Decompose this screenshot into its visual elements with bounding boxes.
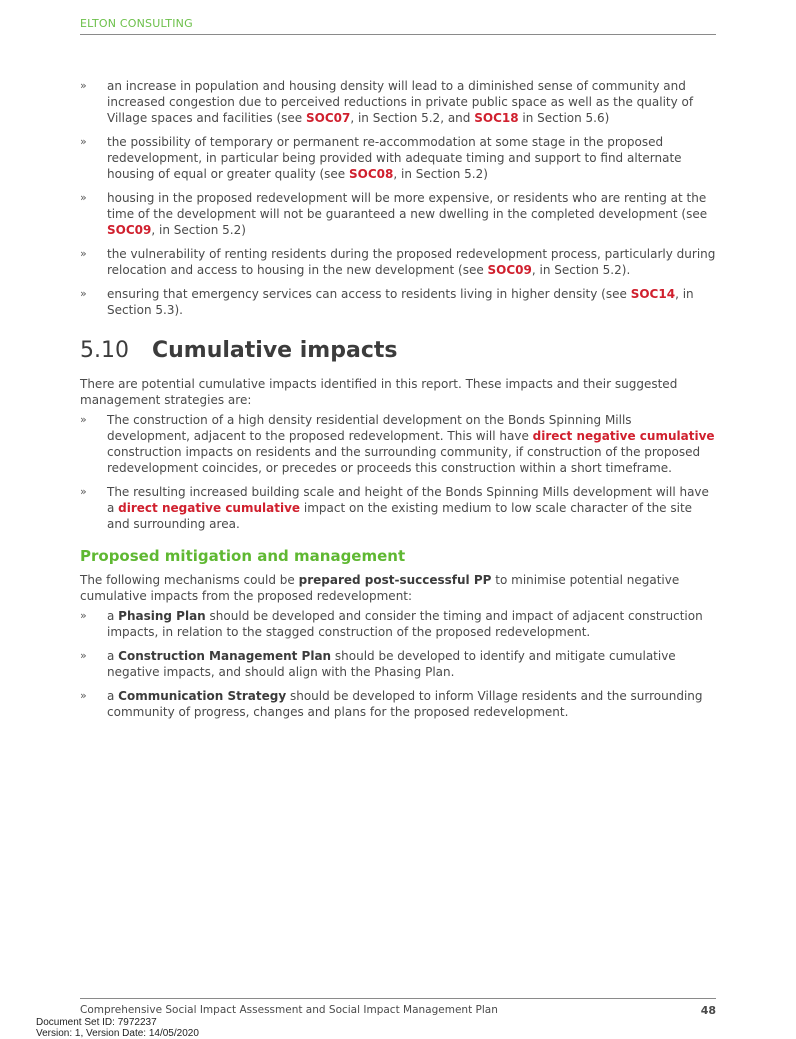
section-title: Cumulative impacts [152, 338, 398, 363]
company-name: ELTON CONSULTING [80, 17, 193, 30]
text-run: , in Section 5.3). [107, 287, 694, 317]
bold-term: prepared post-successful PP [298, 573, 492, 587]
list-item [80, 246, 716, 278]
cumulative-bullet-list [80, 412, 716, 532]
bullet-chevron-icon: » [80, 609, 87, 622]
bullet-chevron-icon: » [80, 413, 87, 426]
text-run: should be developed to inform Village residents and the surrounding community of progress, changes and plans for the proposed redevelopment. [107, 689, 703, 719]
text-run: ensuring that emergency services can access to residents living in higher density (see [107, 287, 631, 301]
page-content [80, 78, 716, 728]
bullet-chevron-icon: » [80, 485, 87, 498]
section-number: 5.10 [80, 338, 129, 363]
text-run: impact on the existing medium to low scale character of the site and surrounding area. [107, 501, 693, 531]
mitigation-heading: Proposed mitigation and management [80, 547, 406, 565]
text-run: The following mechanisms could be [80, 573, 299, 587]
document-set-id: Document Set ID: 7972237 [36, 1017, 157, 1028]
text-run: a [107, 649, 119, 663]
section-heading [80, 338, 716, 364]
impact-bullet-list [80, 78, 716, 318]
list-item [80, 484, 716, 532]
bullet-chevron-icon: » [80, 287, 87, 300]
mitigation-intro [80, 572, 716, 604]
reference-highlight: SOC09 [487, 263, 532, 277]
text-run: the vulnerability of renting residents during the proposed redevelopment process, particularly during relocation and access to housing in the new development (see [107, 247, 716, 277]
text-run: , in Section 5.2). [531, 263, 631, 277]
reference-highlight: direct negative cumulative [532, 429, 715, 443]
bullet-chevron-icon: » [80, 79, 87, 92]
reference-highlight: SOC07 [305, 111, 351, 125]
page-number: 48 [700, 1004, 716, 1017]
bullet-chevron-icon: » [80, 247, 87, 260]
bold-term: Communication Strategy [118, 689, 287, 703]
reference-highlight: SOC18 [474, 111, 519, 125]
reference-highlight: SOC14 [630, 287, 676, 301]
text-run: should be developed and consider the timing and impact of adjacent construction impacts, in relation to the stagged construction of the proposed redevelopment. [107, 609, 703, 639]
text-run: The resulting increased building scale and height of the Bonds Spinning Mills development will have a [107, 485, 709, 515]
list-item [80, 412, 716, 476]
section-intro: There are potential cumulative impacts identified in this report. These impacts and their suggested management strategies are: [80, 377, 678, 407]
bullet-chevron-icon: » [80, 135, 87, 148]
list-item [80, 608, 716, 640]
list-item [80, 648, 716, 680]
reference-highlight: direct negative cumulative [118, 501, 301, 515]
list-item [80, 134, 716, 182]
text-run: a [107, 689, 119, 703]
text-run: to minimise potential negative cumulative impacts from the proposed redevelopment: [80, 573, 680, 603]
bold-term: Construction Management Plan [118, 649, 332, 663]
list-item [80, 688, 716, 720]
text-run: should be developed to identify and mitigate cumulative negative impacts, and should align with the Phasing Plan. [107, 649, 676, 679]
page-header [80, 16, 716, 35]
bullet-chevron-icon: » [80, 191, 87, 204]
text-run: an increase in population and housing density will lead to a diminished sense of community and increased congestion due to perceived reductions in private public space as well as the quality of Village spaces and facilities (see [107, 79, 694, 125]
list-item [80, 286, 716, 318]
text-run: housing in the proposed redevelopment will be more expensive, or residents who are renting at the time of the development will not be guaranteed a new dwelling in the completed development (see [107, 191, 708, 221]
bold-term: Phasing Plan [118, 609, 206, 623]
document-version: Version: 1, Version Date: 14/05/2020 [36, 1028, 199, 1039]
footer-divider [80, 998, 716, 999]
reference-highlight: SOC09 [107, 223, 152, 237]
mitigation-bullet-list [80, 608, 716, 720]
text-run: , in Section 5.2, and [350, 111, 475, 125]
text-run: , in Section 5.2) [393, 167, 488, 181]
list-item [80, 190, 716, 238]
footer-title: Comprehensive Social Impact Assessment and Social Impact Management Plan [80, 1004, 498, 1016]
text-run: a [107, 609, 119, 623]
bullet-chevron-icon: » [80, 689, 87, 702]
text-run: construction impacts on residents and the surrounding community, if construction of the proposed redevelopment coincides, or precedes or proceeds this construction within a short timeframe. [107, 445, 701, 475]
text-run: , in Section 5.2) [151, 223, 246, 237]
bullet-chevron-icon: » [80, 649, 87, 662]
text-run: the possibility of temporary or permanent re-accommodation at some stage in the proposed redevelopment, in particular being provided with adequate timing and support to find alternate housing of equal or greater quality (see [107, 135, 682, 181]
list-item [80, 78, 716, 126]
text-run: in Section 5.6) [518, 111, 610, 125]
reference-highlight: SOC08 [349, 167, 394, 181]
text-run: The construction of a high density residential development on the Bonds Spinning Mills development, adjacent to the proposed redevelopment. This will have [107, 413, 632, 443]
